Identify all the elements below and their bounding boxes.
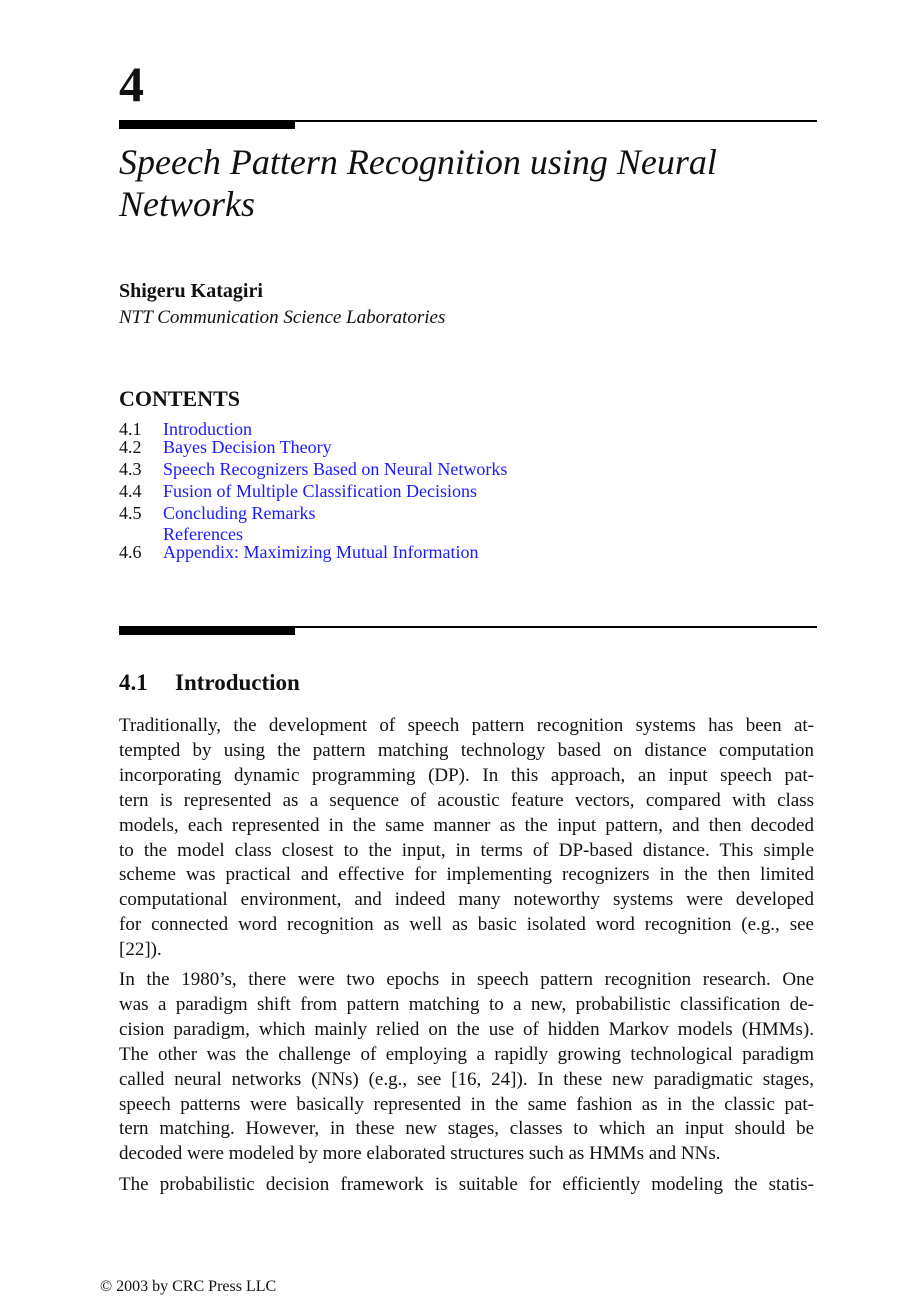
chapter-number: 4 xyxy=(119,56,144,112)
rule-thick-bar xyxy=(119,626,295,635)
toc-link[interactable]: Fusion of Multiple Classification Decisions xyxy=(163,481,477,501)
toc-link[interactable]: Introduction xyxy=(163,419,252,439)
toc-link[interactable]: Bayes Decision Theory xyxy=(163,437,332,457)
toc-link[interactable]: References xyxy=(163,524,243,544)
text-line: The other was the challenge of employing a rapidly growing technological paradigm xyxy=(119,1043,814,1065)
chapter-title: Speech Pattern Recognition using Neural Networks xyxy=(119,142,717,224)
toc-number: 4.4 xyxy=(119,481,142,501)
toc-number: 4.1 xyxy=(119,419,142,439)
text-line: computational environment, and indeed many noteworthy systems were developed xyxy=(119,889,814,911)
text-line: models, each represented in the same manner as the input pattern, and then decoded xyxy=(119,814,814,836)
toc-number: 4.2 xyxy=(119,437,142,457)
text-line: tern is represented as a sequence of acoustic feature vectors, compared with class xyxy=(119,789,814,811)
rule-thick-bar xyxy=(119,120,295,129)
toc-link[interactable]: Concluding Remarks xyxy=(163,503,316,523)
text-line: Traditionally, the development of speech pattern recognition systems has been at- xyxy=(119,715,814,736)
author-affiliation: NTT Communication Science Laboratories xyxy=(119,307,446,328)
toc-link[interactable]: Speech Recognizers Based on Neural Networks xyxy=(163,459,508,479)
text-line: for connected word recognition as well as basic isolated word recognition (e.g., see xyxy=(119,914,814,936)
text-line: speech patterns were basically represented in the same fashion as in the classic pat- xyxy=(119,1093,814,1115)
section-number: 4.1 xyxy=(119,670,148,695)
chapter-rule-top xyxy=(119,120,817,130)
paragraph-2 xyxy=(119,968,814,1167)
contents-heading: CONTENTS xyxy=(119,386,241,411)
toc-link[interactable]: Appendix: Maximizing Mutual Information xyxy=(163,542,479,562)
text-line: tempted by using the pattern matching technology based on distance computation xyxy=(119,739,814,761)
copyright-notice: © 2003 by CRC Press LLC xyxy=(100,1278,277,1295)
section-title: Introduction xyxy=(175,670,300,695)
toc-entry-speech-recognizers[interactable] xyxy=(119,458,507,480)
text-line: to the model class closest to the input, in terms of DP-based distance. This simple xyxy=(119,839,814,861)
paragraph-3 xyxy=(119,1173,814,1198)
toc-number: 4.3 xyxy=(119,459,142,479)
text-line: tern matching. However, in these new stages, classes to which an input should be xyxy=(119,1118,814,1140)
text-line: cision paradigm, which mainly relied on the use of hidden Markov models (HMMs). xyxy=(119,1018,814,1040)
text-line: [22]). xyxy=(119,939,162,961)
text-line: called neural networks (NNs) (e.g., see [16, 24]). In these new paradigmatic stages, xyxy=(119,1068,814,1090)
contents-rule-bottom xyxy=(119,626,817,636)
toc-entry-fusion[interactable] xyxy=(119,480,477,502)
paragraph-1 xyxy=(119,714,814,963)
toc-number: 4.6 xyxy=(119,542,142,562)
toc-entry-concluding-remarks[interactable] xyxy=(119,502,315,524)
text-line: decoded were modeled by more elaborated structures such as HMMs and NNs. xyxy=(119,1143,721,1165)
text-line: In the 1980’s, there were two epochs in speech pattern recognition research. One xyxy=(119,969,814,990)
toc-entry-appendix[interactable] xyxy=(119,541,478,563)
text-line: incorporating dynamic programming (DP). In this approach, an input speech pat- xyxy=(119,764,814,786)
author-name: Shigeru Katagiri xyxy=(119,280,263,302)
text-line: was a paradigm shift from pattern matching to a new, probabilistic classification de- xyxy=(119,993,814,1015)
toc-number: 4.5 xyxy=(119,503,142,523)
toc-entry-bayes-decision-theory[interactable] xyxy=(119,436,332,458)
text-line: The probabilistic decision framework is suitable for efficiently modeling the statis- xyxy=(119,1174,814,1195)
text-line: scheme was practical and effective for implementing recognizers in the then limited xyxy=(119,864,814,886)
section-heading xyxy=(119,668,300,698)
